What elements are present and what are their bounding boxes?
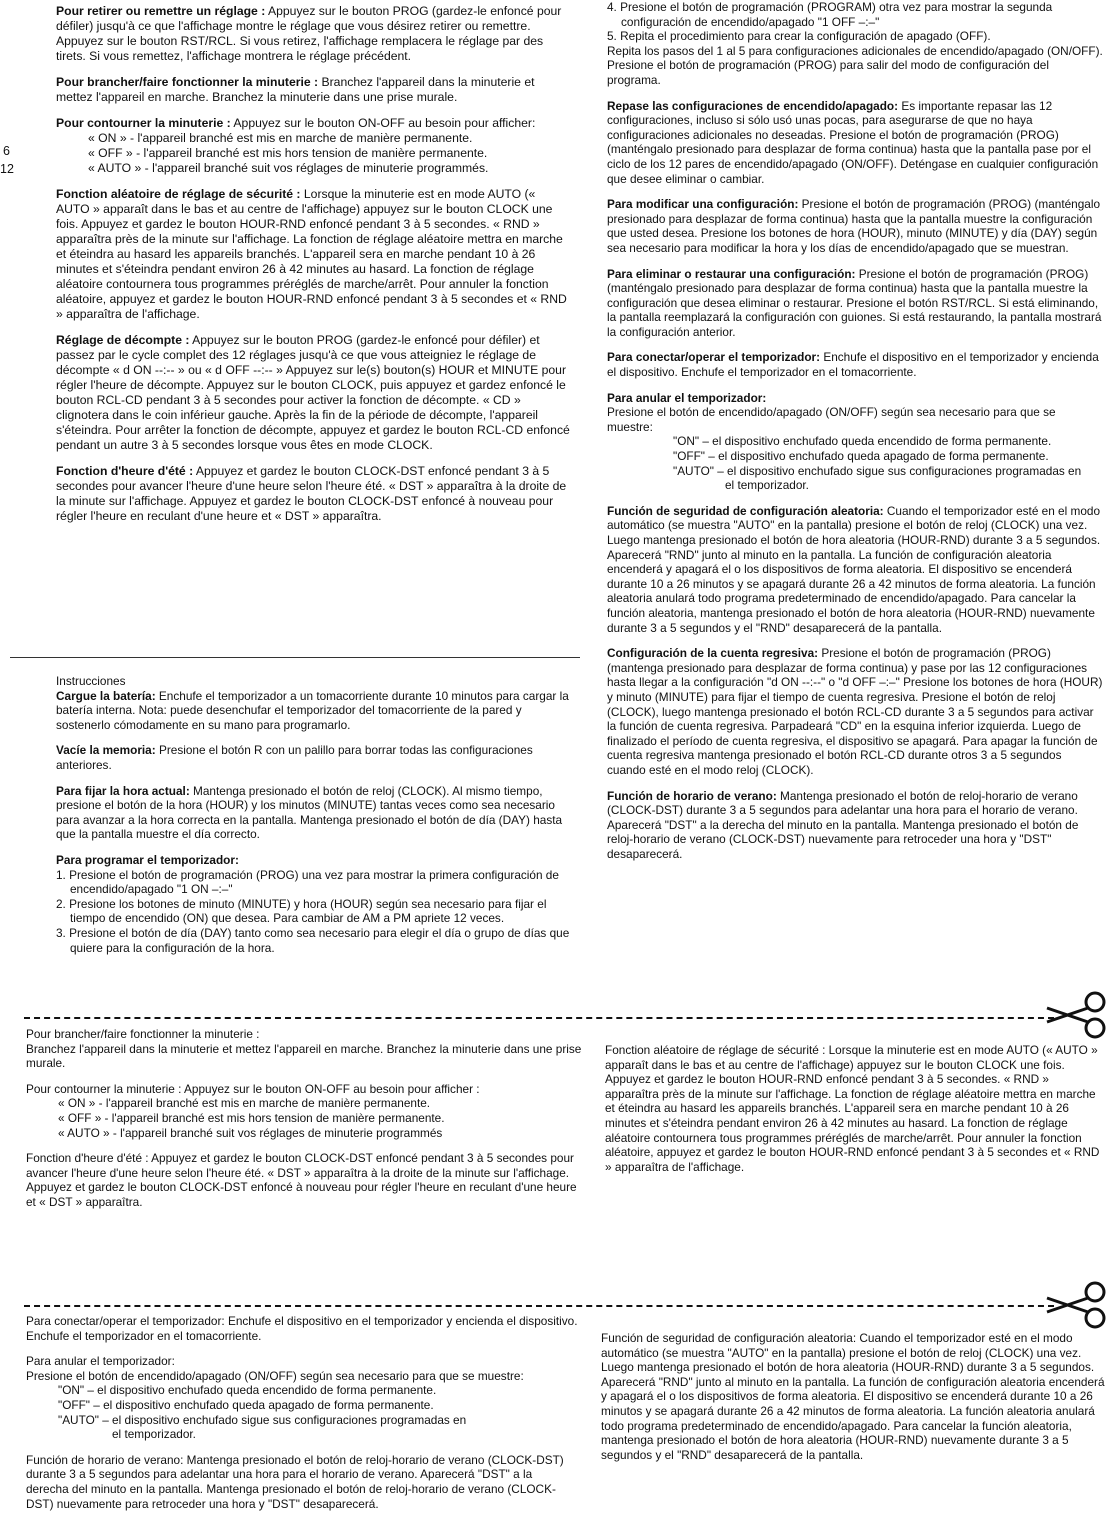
list-item: 1. Presione el botón de programación (PROG) una vez para mostrar la primera configuración de encendido/apagado "1 ON –:–" bbox=[56, 867, 559, 897]
margin-number: 12 bbox=[0, 162, 14, 176]
list-item: « OFF » - l'appareil branché est mis hors tension de manière permanente. bbox=[58, 1110, 445, 1125]
list-item: el temporizador. bbox=[725, 478, 809, 493]
list-item: "ON" – el dispositivo enchufado queda encendido de forma permanente. bbox=[58, 1383, 437, 1398]
coupon-spanish-right bbox=[601, 1331, 1105, 1473]
coupon-spanish-left bbox=[26, 1314, 578, 1522]
spanish-instructions-left bbox=[56, 674, 570, 955]
paragraph: Para anular el temporizador: bbox=[26, 1354, 175, 1369]
heading: Para anular el temporizador: bbox=[607, 390, 767, 405]
list-item: 4. Presione el botón de programación (PROGRAM) otra vez para mostrar la segunda configuración de encendido/apagado "1 OFF –:–" bbox=[607, 0, 1053, 29]
paragraph: Función de seguridad de configuración aleatoria: Cuando el temporizador esté en el modo automático (se muestra "AUTO" en la pantalla) presione el botón de reloj (CLOCK) una vez. Luego mantenga presionado el botón de hora aleatoria (HOUR-RND) durante 3 a 5 segundos. Aparecerá "RND" junto al minuto en la pantalla. La función de configuración aleatoria encenderá y apagará el o los dispositivos de forma aleatoria. El dispositivo se encenderá durante 10 a 26 minutos y se apagará durante 26 a 42 minutos de forma aleatoria. La función aleatoria anulará todo programa predeterminado de encendido/apagado. Para cancelar la función aleatoria, mantenga presionado el botón de hora aleatoria (HOUR-RND) nuevamente durante 3 a 5 segundos y el "RND" desaparecerá de la pantalla. bbox=[607, 503, 1101, 635]
list-item: "ON" – el dispositivo enchufado queda encendido de forma permanente. bbox=[673, 434, 1052, 449]
list-item: "OFF" – el dispositivo enchufado queda apagado de forma permanente. bbox=[58, 1397, 434, 1412]
paragraph: Cargue la batería: Enchufe el temporizador a un tomacorriente durante 10 minutos para cargar la batería interna. Nota: puede desenchufar el temporizador del tomacorriente de la pared y sostenerlo cómodamente en su mano para programarlo. bbox=[56, 688, 569, 732]
list-item: "OFF" – el dispositivo enchufado queda apagado de forma permanente. bbox=[673, 449, 1049, 464]
paragraph: Para eliminar o restaurar una configuración: Presione el botón de programación (PROG) (manténgalo presionado para desplazar de forma continua) hasta que la pantalla muestre la configuración que desea eliminar o restaurar. Presione el botón RST/RCL. Si está eliminando, la pantalla reemplazará la configuración con guiones. Si está restaurando, la pantalla mostrará la configuración anterior. bbox=[607, 266, 1102, 339]
paragraph: Presione el botón de encendido/apagado (ON/OFF) según sea necesario para que se muestre: bbox=[26, 1368, 524, 1383]
paragraph: Para conectar/operar el temporizador: Enchufe el dispositivo en el temporizador y encienda el dispositivo. Enchufe el temporizador en el tomacorriente. bbox=[26, 1314, 578, 1343]
paragraph: Repita los pasos del 1 al 5 para configuraciones adicionales de encendido/apagado (ON/OFF). Presione el botón de programación (PROG) para salir del modo de configuración del programa. bbox=[607, 43, 1103, 87]
paragraph: Función de horario de verano: Mantenga presionado el botón de reloj-horario de verano (CLOCK-DST) durante 3 a 5 segundos para adelantar una hora para el horario de verano. Aparecerá "DST" a la derecha del minuto en la pantalla. Mantenga presionado el botón de reloj-horario de verano (CLOCK-DST) nuevamente para retroceder una hora y "DST" desaparecerá. bbox=[607, 788, 1079, 861]
scissors-icon bbox=[1043, 1280, 1111, 1330]
list-item: « AUTO » - l'appareil branché suit vos réglages de minuterie programmés. bbox=[88, 161, 489, 175]
list-item: « ON » - l'appareil branché est mis en marche de manière permanente. bbox=[58, 1096, 431, 1111]
paragraph: Fonction aléatoire de réglage de sécurité : Lorsque la minuterie est en mode AUTO (« AUTO » apparaît dans le bas et au centre de l'affichage) appuyez sur le bouton CLOCK une fois. Appuyez et gardez le bouton HOUR-RND enfoncé pendant 3 à 5 secondes. « RND » apparaîtra près de la minute sur l'affichage. La fonction de réglage aléatoire mettra en marche et éteindra au hasard les appareils branchés. L'appareil sera en marche pendant 10 à 26 minutes et s'éteindra pendant environ 26 à 42 minutes au hasard. La fonction de réglage aléatoire contournera tous programmes préréglés de marche/arrêt. Pour annuler la fonction aléatoire, appuyez et gardez le bouton HOUR-RND enfoncé pendant 3 à 5 secondes et « RND » apparaîtra de l'affichage. bbox=[56, 187, 567, 321]
list-item: 5. Repita el procedimiento para crear la configuración de apagado (OFF). bbox=[607, 29, 991, 44]
heading: Para programar el temporizador: bbox=[56, 852, 239, 867]
paragraph: Presione el botón de encendido/apagado (ON/OFF) según sea necesario para que se muestre: bbox=[607, 405, 1056, 434]
paragraph: Réglage de décompte : Appuyez sur le bouton PROG (gardez-le enfoncé pour défiler) et passez par le cycle complet des 12 réglages jusqu'à ce que vous atteigniez le réglage de décompte « d ON --:-- » ou « d OFF --:-- » Appuyez sur le(s) bouton(s) HOUR et MINUTE pour régler l'heure de décompte. Appuyez sur le bouton CLOCK, puis appuyez et gardez enfoncé le bouton RCL-CD pendant 3 à 5 secondes pour activer la fonction de décompte. « CD » clignotera dans le coin inférieur gauche. Après la fin de la période de décompte, l'appareil s'éteindra. Pour arrêter la fonction de décompte, appuyez et gardez le bouton RCL-CD enfoncé pendant un autre 3 à 5 secondes lorsque vous êtes en mode CLOCK. bbox=[56, 333, 570, 452]
list-item: 2. Presione los botones de minuto (MINUTE) y hora (HOUR) según sea necesario para fijar el tiempo de encendido (ON) que desea. Para cambiar de AM a PM apriete 12 veces. bbox=[56, 896, 547, 926]
paragraph: Función de seguridad de configuración aleatoria: Cuando el temporizador esté en el modo automático (se muestra "AUTO" en la pantalla) presione el botón de reloj (CLOCK) una vez. Luego mantenga presionado el botón de hora aleatoria (HOUR-RND) durante 3 a 5 segundos. Aparecerá "RND" junto al minuto en la pantalla. La función de configuración aleatoria encenderá y apagará el o los dispositivos de forma aleatoria. El dispositivo se encenderá durante 10 a 26 minutos y se apagará durante 26 a 42 minutos de forma aleatoria. La función aleatoria anulará todo programa predeterminado de encendido/apagado. Para cancelar la función aleatoria, mantenga presionado el botón de hora aleatoria (HOUR-RND) nuevamente durante 3 a 5 segundos y el "RND" desaparecerá de la pantalla. bbox=[601, 1331, 1105, 1462]
list-item: « ON » - l'appareil branché est mis en marche de manière permanente. bbox=[88, 131, 473, 145]
list-item: "AUTO" – el dispositivo enchufado sigue sus configuraciones programadas en bbox=[673, 463, 1082, 478]
divider bbox=[10, 657, 580, 658]
coupon-french-left bbox=[26, 1027, 582, 1221]
paragraph: Pour contourner la minuterie : Appuyez sur le bouton ON-OFF au besoin pour afficher : bbox=[26, 1081, 480, 1096]
spanish-instructions-right bbox=[607, 0, 1103, 872]
paragraph: Configuración de la cuenta regresiva: Presione el botón de programación (PROG) (mantenga presionado para desplazar de forma continua) y pase por las 12 configuraciones hasta llegar a la configuración "d ON --:--" o "d OFF –:–" Presione los botones de hora (HOUR) y minuto (MINUTE) para fijar el tiempo de cuenta regresiva. Presione el botón de reloj (CLOCK), luego mantenga presionado el botón RCL-CD durante 3 a 5 segundos para activar la función de cuenta regresiva. Parpadeará "CD" en la esquina inferior izquierda. Luego de finalizado el período de cuenta regresiva, el dispositivo se apagará. Para apagar la función de cuenta regresiva mantenga presionado el botón RCL-CD durante otros 3 a 5 segundos cuando esté en el modo reloj (CLOCK). bbox=[607, 646, 1103, 777]
paragraph: Función de horario de verano: Mantenga presionado el botón de reloj-horario de verano (CLOCK-DST) durante 3 a 5 segundos para adelantar una hora para el horario de verano. Aparecerá "DST" a la derecha del minuto en la pantalla. Mantenga presionado el botón de reloj-horario de verano (CLOCK-DST) nuevamente para retroceder una hora y "DST" desaparecerá. bbox=[26, 1452, 564, 1511]
list-item: "AUTO" – el dispositivo enchufado sigue sus configuraciones programadas en bbox=[58, 1412, 467, 1427]
paragraph: Repase las configuraciones de encendido/apagado: Es importante repasar las 12 configuraciones, incluso si sólo usó unas pocas, para asegurarse de que no haya configuraciones adicionales no deseadas. Presione el botón de programación (PROG) (manténgalo presionado para desplazar de forma continua) hasta que la pantalla pase por el ciclo de los 12 pares de encendido/apagado (ON/OFF). Deténgase en cualquier configuración que desee eliminar o cambiar. bbox=[607, 98, 1099, 186]
french-instructions bbox=[56, 4, 570, 535]
paragraph: Branchez l'appareil dans la minuterie et mettez l'appareil en marche. Branchez la minuterie dans une prise murale. bbox=[26, 1041, 582, 1071]
coupon-french-right bbox=[605, 1043, 1105, 1185]
cut-line bbox=[24, 1305, 1054, 1307]
paragraph: Para fijar la hora actual: Mantenga presionado el botón de reloj (CLOCK). Al mismo tiempo, presione el botón de la hora (HOUR) y los minutos (MINUTE) tantas veces como sea necesario para avanzar a la hora correcta en la pantalla. Mantenga presionado el botón de día (DAY) hasta que la pantalla muestre el día correcto. bbox=[56, 783, 563, 842]
cut-line bbox=[24, 1017, 1054, 1019]
paragraph: Pour brancher/faire fonctionner la minuterie : bbox=[26, 1027, 260, 1041]
paragraph: Vacíe la memoria: Presione el botón R con un palillo para borrar todas las configuraciones anteriores. bbox=[56, 743, 533, 772]
paragraph: Fonction d'heure d'été : Appuyez et gardez le bouton CLOCK-DST enfoncé pendant 3 à 5 secondes pour avancer l'heure d'une heure selon l'heure été. « DST » apparaîtra à la droite de la minute sur l'affichage. Appuyez et gardez le bouton CLOCK-DST enfoncé à nouveau pour régler l'heure en reculant d'une heure et « DST » apparaîtra. bbox=[26, 1151, 577, 1209]
paragraph: Para conectar/operar el temporizador: Enchufe el dispositivo en el temporizador y encienda el dispositivo. Enchufe el temporizador en el tomacorriente. bbox=[607, 350, 1099, 380]
list-item: el temporizador. bbox=[112, 1427, 196, 1442]
margin-number: 6 bbox=[3, 144, 10, 158]
scissors-icon bbox=[1043, 990, 1111, 1040]
paragraph: Pour brancher/faire fonctionner la minuterie : Branchez l'appareil dans la minuterie et mettez l'appareil en marche. Branchez la minuterie dans une prise murale. bbox=[56, 75, 535, 104]
paragraph: Fonction aléatoire de réglage de sécurité : Lorsque la minuterie est en mode AUTO (« AUTO » apparaît dans le bas et au centre de l'affichage) appuyez sur le bouton CLOCK une fois. Appuyez et gardez le bouton HOUR-RND enfoncé pendant 3 à 5 secondes. « RND » apparaîtra près de la minute sur l'affichage. La fonction de réglage aléatoire mettra en marche et éteindra au hasard les appareils branchés. L'appareil sera en marche pendant 10 à 26 minutes et s'éteindra pendant environ 26 à 42 minutes au hasard. La fonction de réglage aléatoire contournera tous programmes préréglés de marche/arrêt. Pour annuler la fonction aléatoire, appuyez et gardez le bouton HOUR-RND enfoncé pendant 3 à 5 secondes et « RND » apparaîtra de l'affichage. bbox=[605, 1043, 1100, 1174]
list-item: « OFF » - l'appareil branché est mis hors tension de manière permanente. bbox=[88, 146, 488, 160]
paragraph: Fonction d'heure d'été : Appuyez et gardez le bouton CLOCK-DST enfoncé pendant 3 à 5 secondes pour avancer l'heure d'une heure selon l'heure été. « DST » apparaîtra à la droite de la minute sur l'affichage. Appuyez et gardez le bouton CLOCK-DST enfoncé à nouveau pour régler l'heure en reculant d'une heure et « DST » apparaîtra. bbox=[56, 464, 567, 523]
list-item: 3. Presione el botón de día (DAY) tanto como sea necesario para elegir el día o grupo de días que quiere para la configuración de la hora. bbox=[56, 925, 570, 955]
list-item: « AUTO » - l'appareil branché suit vos réglages de minuterie programmés bbox=[58, 1125, 443, 1140]
paragraph: Pour contourner la minuterie : Appuyez sur le bouton ON-OFF au besoin pour afficher: bbox=[56, 116, 536, 130]
paragraph: Pour retirer ou remettre un réglage : Appuyez sur le bouton PROG (gardez-le enfoncé pour défiler) jusqu'à ce que l'affichage montre le réglage que vous désirez retirer ou remettre. Appuyez sur le bouton RST/RCL. Si vous retirez, l'affichage remplacera le réglage par des tirets. Si vous remettez, l'affichage montrera le réglage précédent. bbox=[56, 4, 562, 63]
section-title: Instrucciones bbox=[56, 674, 126, 688]
paragraph: Para modificar una configuración: Presione el botón de programación (PROG) (manténgalo presionado para desplazar de forma continua) hasta que la pantalla muestre la configuración que usted desea. Presione los botones de hora (HOUR), minuto (MINUTE) y día (DAY) según sea necesario para modificar la hora y los días de encendido/apagado que se muestran. bbox=[607, 197, 1101, 255]
